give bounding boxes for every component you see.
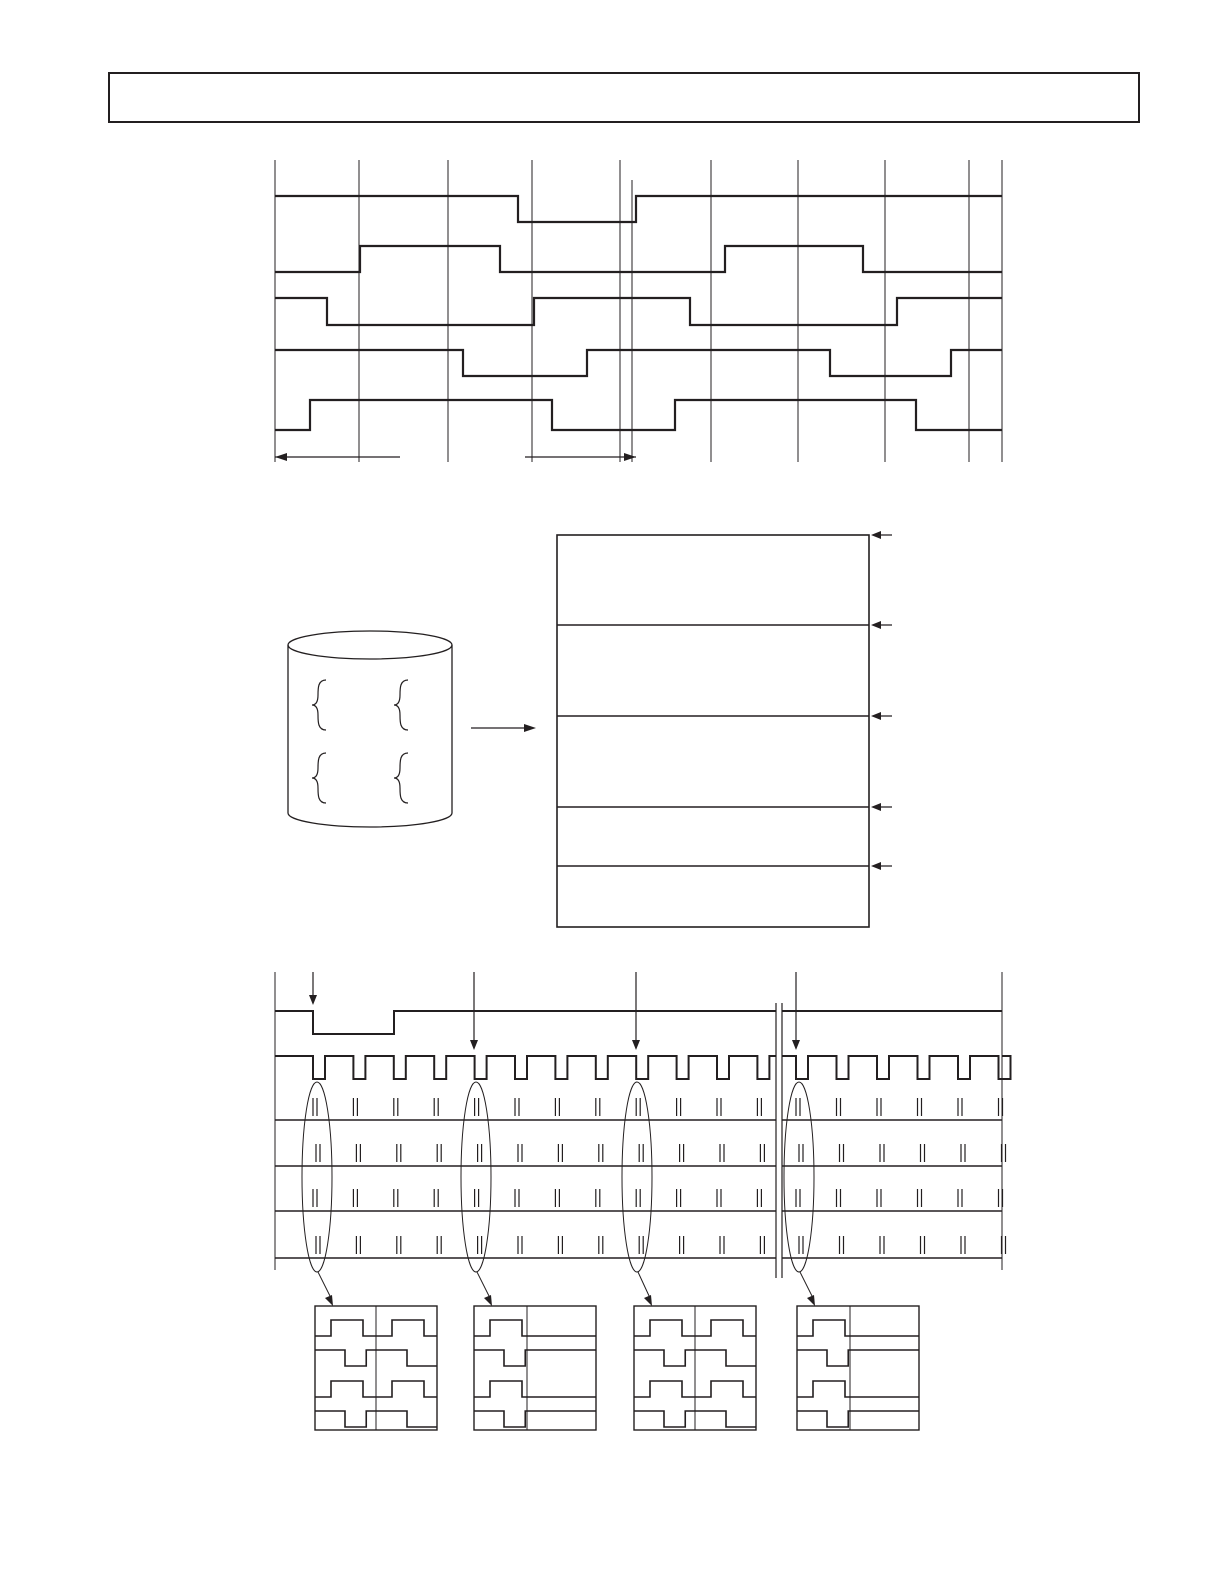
arrow-left-icon xyxy=(871,862,881,870)
zoom-panels xyxy=(315,1306,919,1430)
signal-trace xyxy=(275,298,1002,325)
zoom-waveform xyxy=(797,1320,919,1336)
arrow-left-icon xyxy=(871,621,881,629)
arrow-left-icon xyxy=(871,712,881,720)
zoom-waveform xyxy=(797,1381,919,1397)
zoom-waveform xyxy=(474,1320,596,1336)
signal-trace xyxy=(275,350,1002,376)
brace-icon xyxy=(394,680,408,730)
timing-diagram-top xyxy=(275,160,1002,462)
arrow-down-icon xyxy=(792,1040,800,1050)
arrow-right-icon xyxy=(624,453,636,461)
arrow-down-icon xyxy=(632,1040,640,1050)
clock-trace-line xyxy=(782,1056,1011,1079)
callout-ellipse xyxy=(461,1082,491,1272)
callout-ellipse xyxy=(622,1082,652,1272)
callout-line xyxy=(638,1272,650,1298)
arrow-down-icon xyxy=(470,1040,478,1050)
clock-trace-line xyxy=(275,1056,776,1079)
arrow-down-icon xyxy=(807,1295,815,1306)
data-rails xyxy=(275,1098,1006,1258)
span-arrow xyxy=(275,453,636,461)
arrow-left-icon xyxy=(871,531,881,539)
zoom-waveform xyxy=(797,1411,919,1427)
transfer-arrow xyxy=(471,724,536,732)
zoom-callouts xyxy=(302,1082,815,1306)
arrow-right-icon xyxy=(524,724,536,732)
clock-trace xyxy=(275,1056,1011,1079)
zoom-waveform xyxy=(474,1381,596,1397)
address-pointers xyxy=(871,531,892,870)
signal-trace xyxy=(275,196,1002,222)
zoom-waveform xyxy=(797,1350,919,1366)
zoom-waveform xyxy=(474,1350,596,1366)
arrow-left-icon xyxy=(871,803,881,811)
signal-traces xyxy=(275,196,1002,430)
arrow-down-icon xyxy=(325,1295,333,1306)
storage-diagram xyxy=(288,531,892,927)
strobe-trace xyxy=(275,1011,1002,1034)
callout-line xyxy=(800,1272,813,1298)
grid-lines xyxy=(275,160,1002,462)
callout-line xyxy=(318,1272,331,1298)
strobe-trace-line xyxy=(275,1011,776,1034)
brace-icon xyxy=(312,753,326,803)
brace-icon xyxy=(394,753,408,803)
arrow-down-icon xyxy=(484,1295,492,1306)
arrow-left-icon xyxy=(275,453,287,461)
break-marker xyxy=(776,1003,782,1278)
brace-icon xyxy=(312,680,326,730)
arrow-down-icon xyxy=(309,995,317,1005)
signal-trace xyxy=(275,246,1002,272)
memory-map xyxy=(557,535,869,927)
zoom-waveform xyxy=(474,1411,596,1427)
signal-trace xyxy=(275,400,1002,430)
callout-line xyxy=(477,1272,490,1298)
storage-cylinder xyxy=(288,631,452,827)
timing-diagram-bottom xyxy=(275,972,1011,1430)
arrow-down-icon xyxy=(644,1295,652,1306)
